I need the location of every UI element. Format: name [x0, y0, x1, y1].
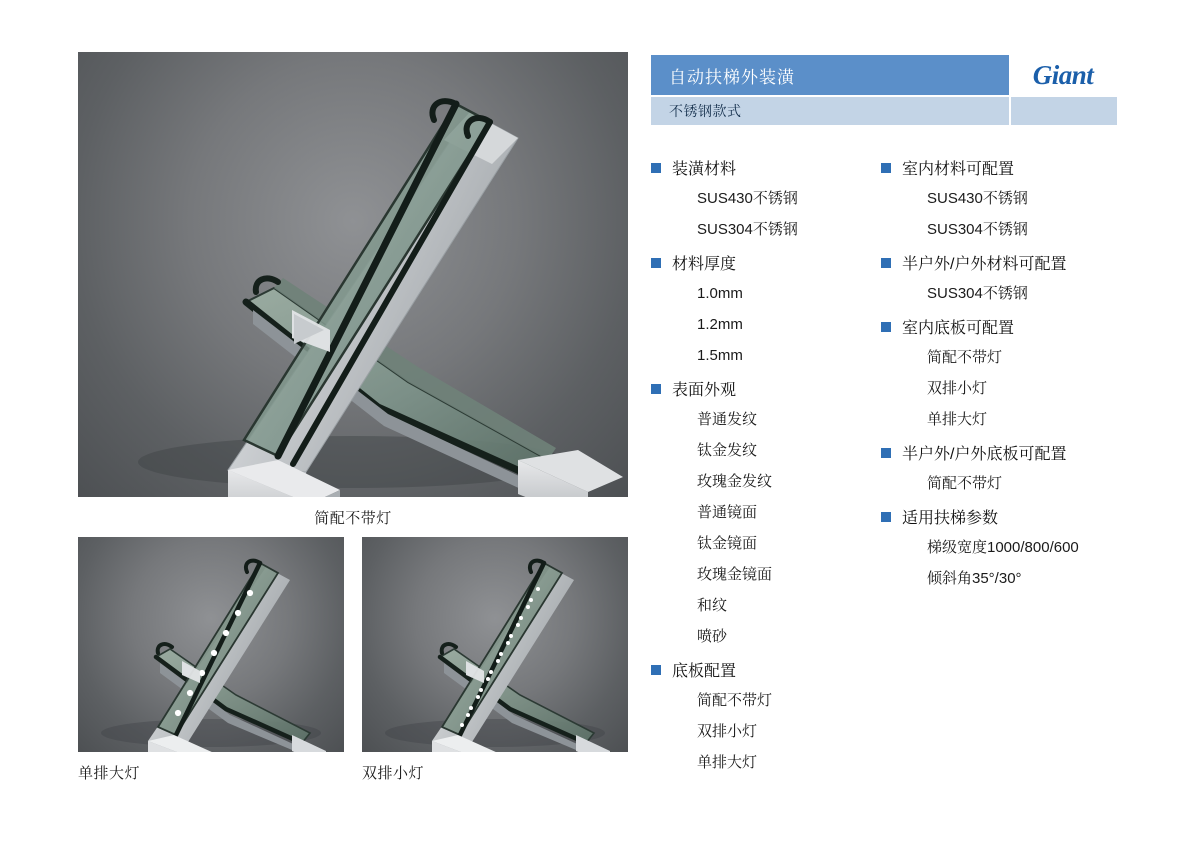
spec-heading: [881, 311, 1141, 342]
spec-item: 钛金镜面: [697, 535, 758, 552]
brand-logo: [1009, 55, 1117, 95]
spec-group-decor-material: [651, 152, 881, 245]
panel-title: 自动扶梯外装潢: [669, 67, 795, 87]
spec-column-right: [881, 152, 1141, 780]
spec-heading-label: 室内底板可配置: [902, 320, 1015, 337]
spec-item: SUS304不锈钢: [697, 221, 798, 238]
escalator-main-image: [78, 52, 628, 497]
spec-item: 普通镜面: [697, 504, 758, 521]
spec-heading: [651, 373, 881, 404]
spec-panel-header: [651, 55, 1121, 125]
spec-item: 1.0mm: [697, 285, 743, 302]
title-bar: [651, 55, 1117, 95]
spec-item: 喷砂: [697, 628, 728, 645]
small-image-right-wrap: [362, 537, 628, 783]
spec-heading-label: 适用扶梯参数: [902, 510, 999, 527]
spec-group-indoor-material: [881, 152, 1141, 245]
spec-item: 单排大灯: [697, 754, 758, 771]
spec-group-surface-finish: [651, 373, 881, 652]
spec-item: 简配不带灯: [697, 692, 773, 709]
square-bullet-icon: [881, 448, 891, 458]
spec-group-thickness: [651, 247, 881, 371]
spec-lists: [651, 152, 1151, 780]
spec-item: 双排小灯: [697, 723, 758, 740]
spec-group-outdoor-baseplate: [881, 437, 1141, 499]
main-image-caption: 简配不带灯: [314, 510, 392, 527]
spec-item: 倾斜角35°/30°: [927, 570, 1022, 587]
spec-group-baseplate-config: [651, 654, 881, 778]
subtitle-filler: [1011, 97, 1117, 125]
spec-item: 1.5mm: [697, 347, 743, 364]
square-bullet-icon: [881, 322, 891, 332]
small-right-caption: 双排小灯: [362, 765, 425, 782]
panel-subtitle: 不锈钢款式: [651, 97, 1009, 125]
spec-item: 钛金发纹: [697, 442, 758, 459]
escalator-double-small-light-image: [362, 537, 628, 752]
spec-item: 简配不带灯: [927, 475, 1003, 492]
spec-heading-label: 底板配置: [672, 663, 737, 680]
subtitle-bar: [651, 97, 1117, 125]
escalator-illustration-main: [78, 52, 628, 497]
spec-item: 梯级宽度1000/800/600: [927, 539, 1079, 556]
spec-item: 和纹: [697, 597, 728, 614]
square-bullet-icon: [881, 258, 891, 268]
square-bullet-icon: [881, 163, 891, 173]
spec-item: SUS430不锈钢: [927, 190, 1028, 207]
small-image-row: [78, 537, 628, 783]
spec-heading: [651, 152, 881, 183]
spec-group-indoor-baseplate: [881, 311, 1141, 435]
spec-column-left: [651, 152, 881, 780]
brand-name: Giant: [1032, 59, 1094, 90]
spec-item: 普通发纹: [697, 411, 758, 428]
escalator-single-large-light-image: [78, 537, 344, 752]
spec-heading-label: 半户外/户外底板可配置: [902, 446, 1067, 463]
spec-heading-label: 材料厚度: [672, 256, 737, 273]
spec-item: 双排小灯: [927, 380, 988, 397]
spec-item: 简配不带灯: [927, 349, 1003, 366]
spec-heading: [881, 152, 1141, 183]
spec-heading-label: 装潢材料: [672, 161, 737, 178]
spec-group-escalator-parameters: [881, 501, 1141, 594]
spec-heading-label: 半户外/户外材料可配置: [902, 256, 1067, 273]
spec-group-outdoor-material: [881, 247, 1141, 309]
spec-heading-label: 表面外观: [672, 382, 737, 399]
square-bullet-icon: [881, 512, 891, 522]
escalator-illustration-double-light: [362, 537, 628, 752]
spec-heading: [651, 247, 881, 278]
spec-item: SUS430不锈钢: [697, 190, 798, 207]
spec-item: SUS304不锈钢: [927, 221, 1028, 238]
spec-item: 玫瑰金镜面: [697, 566, 773, 583]
spec-heading: [651, 654, 881, 685]
small-left-caption: 单排大灯: [78, 765, 141, 782]
square-bullet-icon: [651, 384, 661, 394]
spec-heading-label: 室内材料可配置: [902, 161, 1015, 178]
spec-item: 玫瑰金发纹: [697, 473, 773, 490]
spec-item: SUS304不锈钢: [927, 285, 1028, 302]
spec-heading: [881, 247, 1141, 278]
spec-heading: [881, 437, 1141, 468]
square-bullet-icon: [651, 665, 661, 675]
escalator-illustration-single-light: [78, 537, 344, 752]
small-image-left-wrap: [78, 537, 344, 783]
spec-heading: [881, 501, 1141, 532]
square-bullet-icon: [651, 163, 661, 173]
image-gallery: [78, 52, 628, 797]
square-bullet-icon: [651, 258, 661, 268]
spec-item: 1.2mm: [697, 316, 743, 333]
spec-item: 单排大灯: [927, 411, 988, 428]
